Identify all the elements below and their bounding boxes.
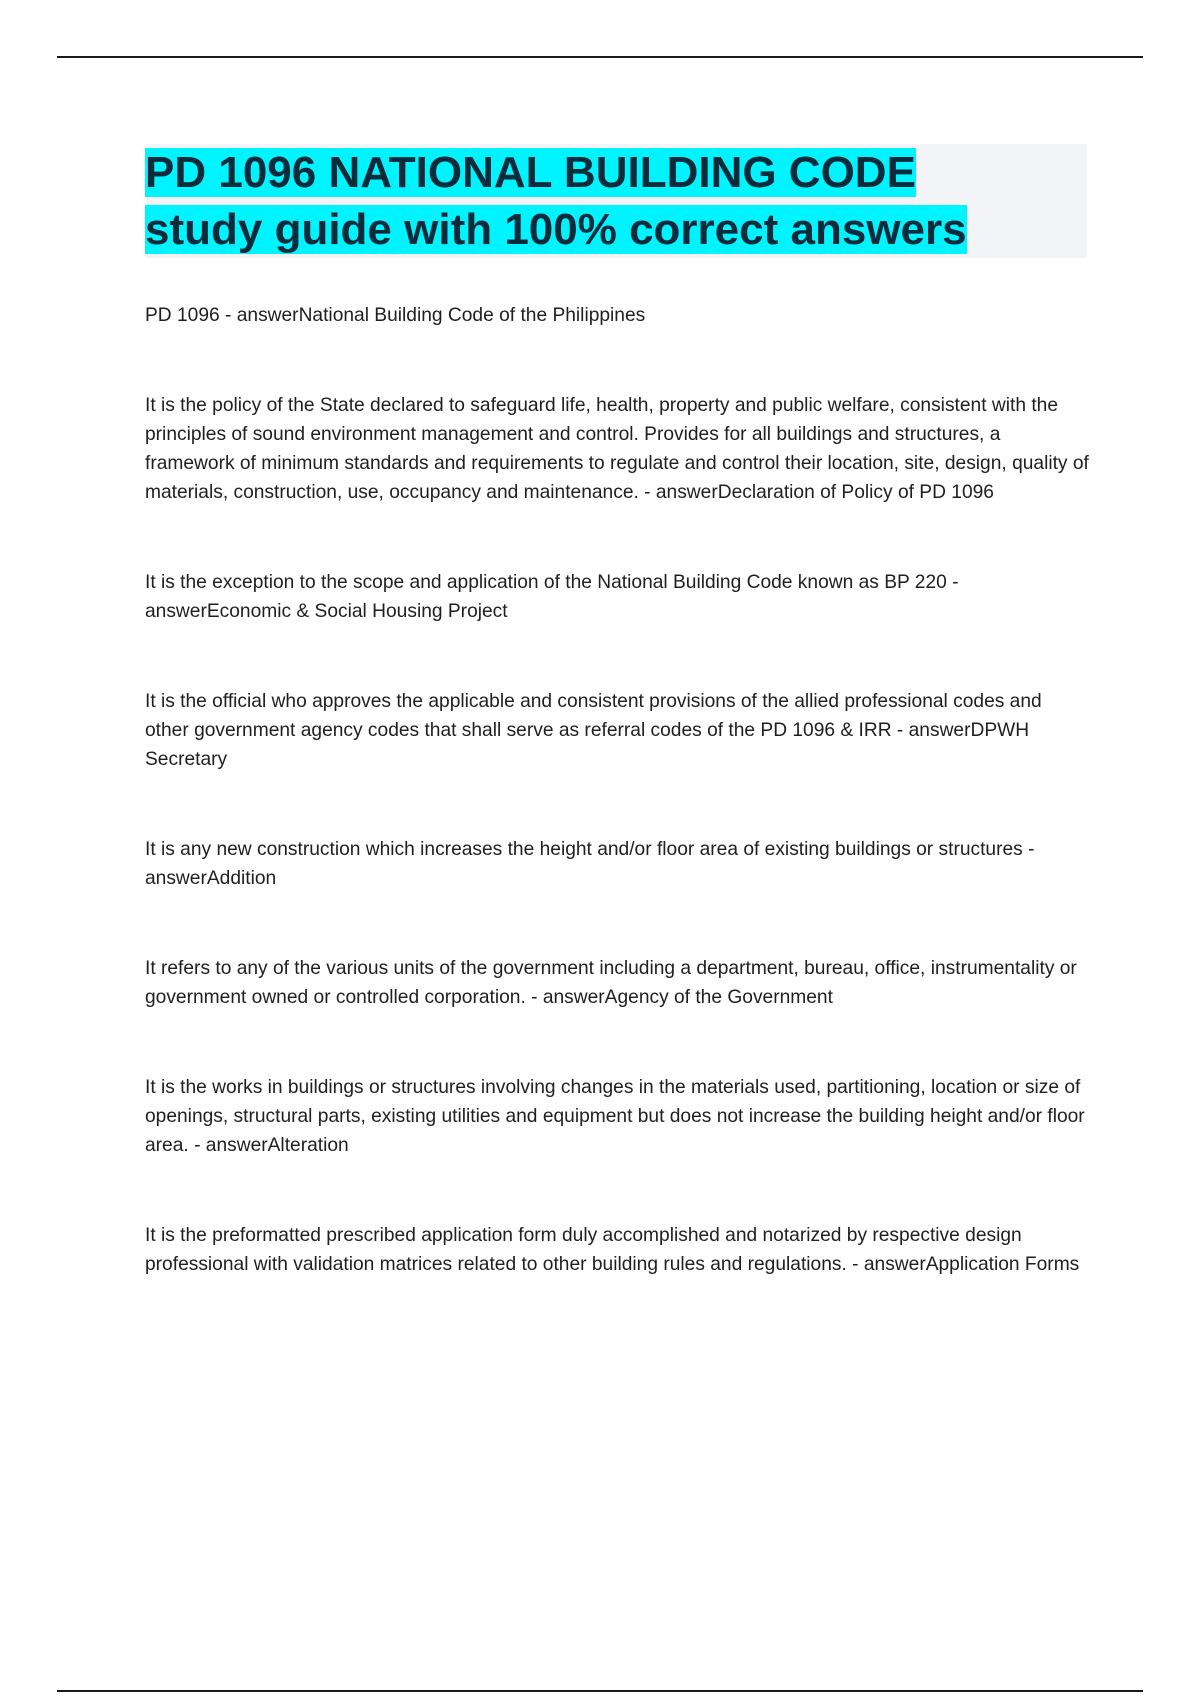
qa-item: PD 1096 - answerNational Building Code of the Philippines (145, 305, 646, 326)
qa-item: It refers to any of the various units of the government including a department, bureau, office, instrumentality or government owned or controlled corporation. - answerAgency of the Government (145, 958, 1077, 1008)
title-block (145, 144, 1087, 258)
top-rule (57, 56, 1143, 58)
qa-item: It is the works in buildings or structures involving changes in the materials used, partitioning, location or size of openings, structural parts, existing utilities and equipment but does not increase the building height and/or floor area. - answerAlteration (145, 1077, 1085, 1156)
qa-item: It is the official who approves the applicable and consistent provisions of the allied professional codes and other government agency codes that shall serve as referral codes of the PD 1096 & IRR - answerDPWH Secretary (145, 691, 1042, 770)
title-line-2: study guide with 100% correct answers (145, 205, 967, 254)
qa-item: It is the exception to the scope and application of the National Building Code known as BP 220 - answerEconomic & Social Housing Project (145, 572, 959, 622)
document-title (145, 144, 1087, 258)
title-line-1: PD 1096 NATIONAL BUILDING CODE (145, 148, 916, 197)
bottom-rule (57, 1690, 1143, 1692)
document-body (145, 301, 1090, 1340)
qa-item: It is any new construction which increases the height and/or floor area of existing buildings or structures - answerAddition (145, 839, 1035, 889)
qa-item: It is the policy of the State declared to safeguard life, health, property and public welfare, consistent with the principles of sound environment management and control. Provides for all buildings and structures, a framework of minimum standards and requirements to regulate and control their location, site, design, quality of materials, construction, use, occupancy and maintenance. - answerDeclaration of Policy of PD 1096 (145, 395, 1089, 503)
qa-item: It is the preformatted prescribed application form duly accomplished and notarized by respective design professional with validation matrices related to other building rules and regulations. - answerApplication Forms (145, 1225, 1080, 1275)
